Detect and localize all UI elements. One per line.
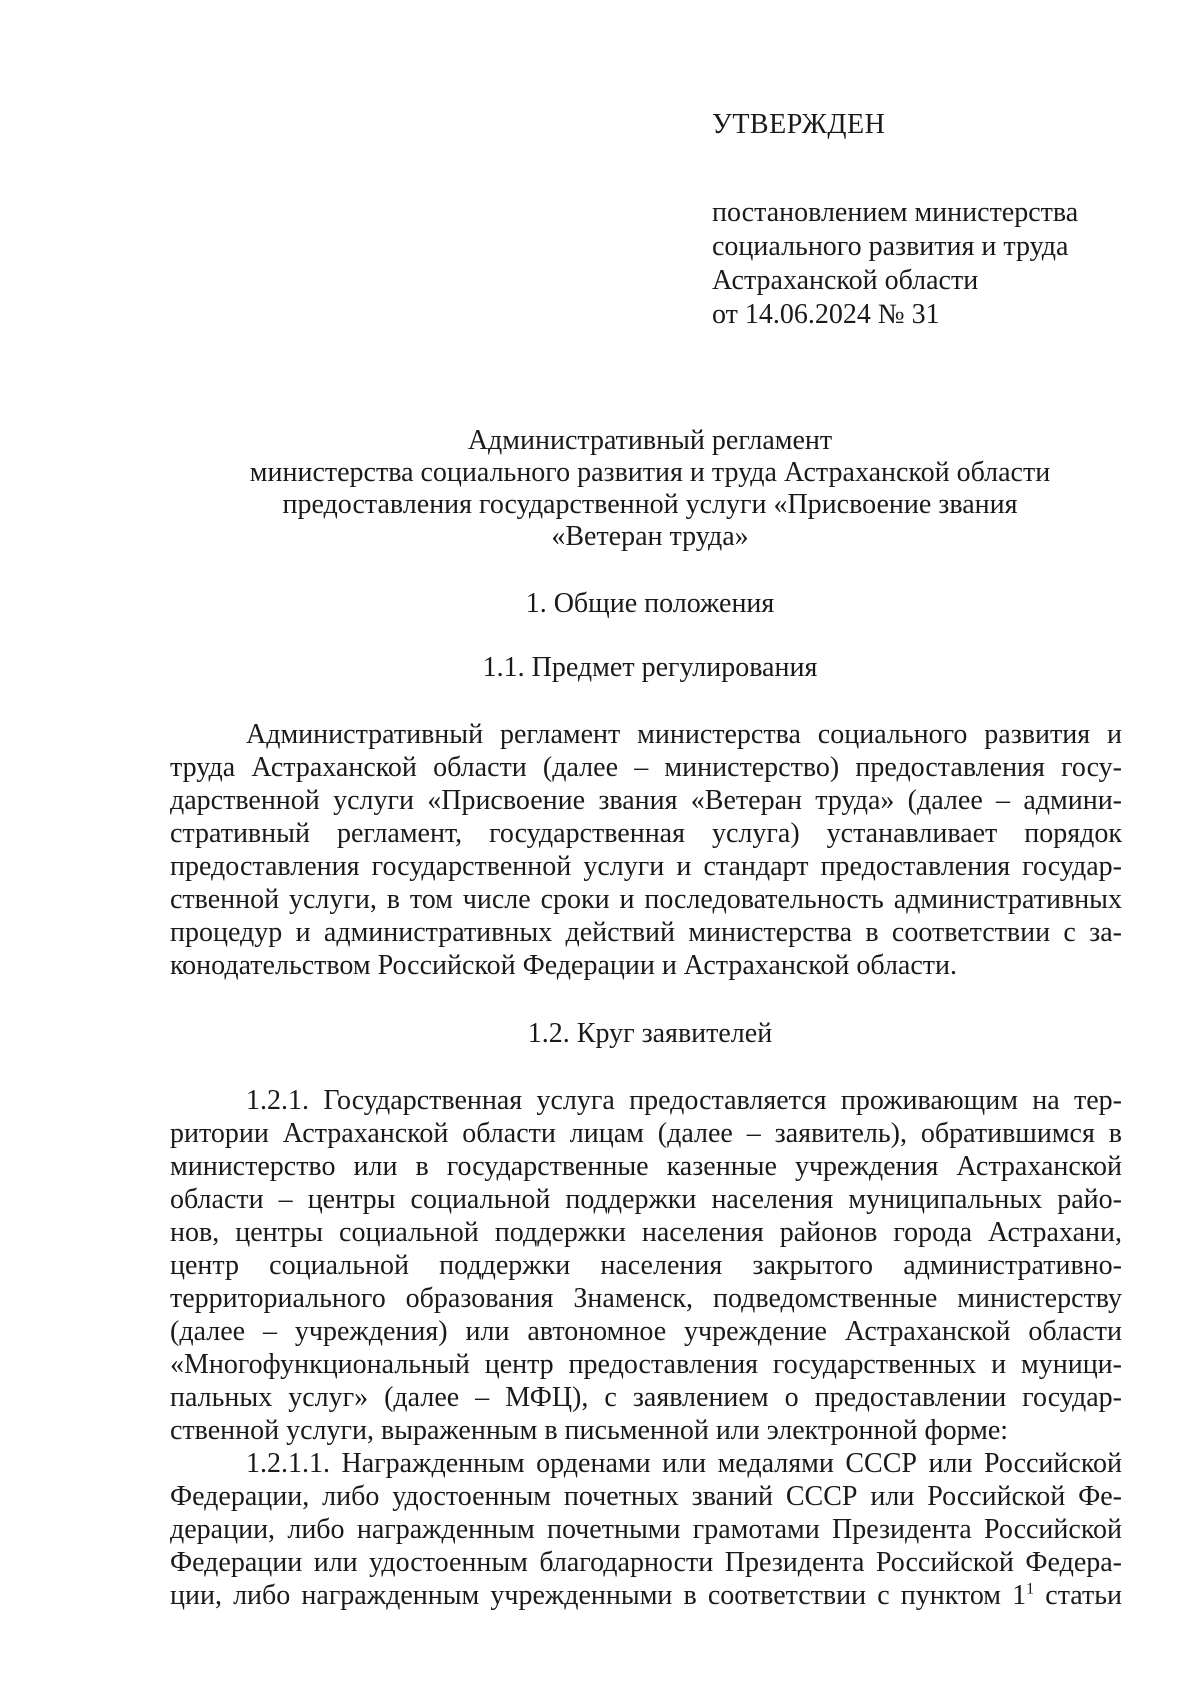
paragraph-1-2-1-1 (170, 1447, 1122, 1612)
text-line: области – центры социальной поддержки населения муниципальных райо- (170, 1184, 1122, 1215)
text-line: центр социальной поддержки населения закрытого административно- (170, 1250, 1122, 1281)
text-line-with-footnote (170, 1579, 1122, 1612)
title-line: министерства социального развития и труда Астраханской области (249, 457, 1051, 488)
text-line: министерство или в государственные казенные учреждения Астраханской (170, 1151, 1122, 1182)
text-line: ственной услуги, в том числе сроки и последовательность административных (170, 884, 1122, 915)
text-line: пальных услуг» (далее – МФЦ), с заявлением о предоставлении государ- (170, 1382, 1122, 1413)
approval-line: постановлением министерства (712, 197, 1079, 228)
text-line: процедур и административных действий министерства в соответствии с за- (170, 917, 1122, 948)
text-fragment: ции, либо награжденным учрежденными в соответствии с пунктом 1 (170, 1580, 1027, 1611)
text-line: предоставления государственной услуги и стандарт предоставления государ- (170, 851, 1122, 882)
approval-line: Астраханской области (712, 265, 979, 296)
text-line: труда Астраханской области (далее – министерство) предоставления госу- (170, 752, 1122, 783)
text-line: конодательством Российской Федерации и Астраханской области. (170, 950, 957, 981)
text-line: 1.2.1.1. Награжденным орденами или медалями СССР или Российской (246, 1448, 1122, 1479)
text-line: (далее – учреждения) или автономное учреждение Астраханской области (170, 1316, 1122, 1347)
text-line: Административный регламент министерства социального развития и (246, 719, 1122, 750)
text-fragment: статьи (1034, 1580, 1122, 1611)
text-line: территориального образования Знаменск, подведомственные министерству (170, 1283, 1122, 1314)
text-line: дарственной услуги «Присвоение звания «Ветеран труда» (далее – админи- (170, 785, 1122, 816)
approval-line: социального развития и труда (712, 231, 1069, 262)
section-heading-1: 1. Общие положения (525, 588, 775, 619)
text-line: Федерации, либо удостоенным почетных званий СССР или Российской Фе- (170, 1481, 1122, 1512)
text-line: ственной услуги, выраженным в письменной или электронной форме: (170, 1415, 1009, 1446)
title-line: Административный регламент (467, 425, 833, 456)
text-line: «Многофункциональный центр предоставления государственных и муници- (170, 1349, 1122, 1380)
approval-date-number: от 14.06.2024 № 31 (712, 299, 940, 330)
text-line: стративный регламент, государственная услуга) устанавливает порядок (170, 818, 1122, 849)
text-line: ритории Астраханской области лицам (далее – заявитель), обратившимся в (170, 1118, 1122, 1149)
text-line: Федерации или удостоенным благодарности Президента Российской Федера- (170, 1547, 1122, 1578)
title-line: предоставления государственной услуги «Присвоение звания (282, 489, 1018, 520)
text-line: дерации, либо награжденным почетными грамотами Президента Российской (170, 1514, 1122, 1545)
title-line: «Ветеран труда» (551, 521, 749, 552)
section-heading-1-2: 1.2. Круг заявителей (527, 1018, 773, 1049)
section-heading-1-1: 1.1. Предмет регулирования (482, 652, 818, 683)
approval-stamp: УТВЕРЖДЕН (712, 109, 886, 140)
superscript: 1 (1026, 1580, 1035, 1598)
paragraph-subject (170, 718, 1122, 982)
approval-block (712, 108, 1152, 332)
text-line: нов, центры социальной поддержки населения районов города Астрахани, (170, 1217, 1122, 1248)
paragraph-1-2-1 (170, 1084, 1122, 1447)
text-line: 1.2.1. Государственная услуга предоставляется проживающим на тер- (246, 1085, 1122, 1116)
document-title (170, 425, 1130, 553)
